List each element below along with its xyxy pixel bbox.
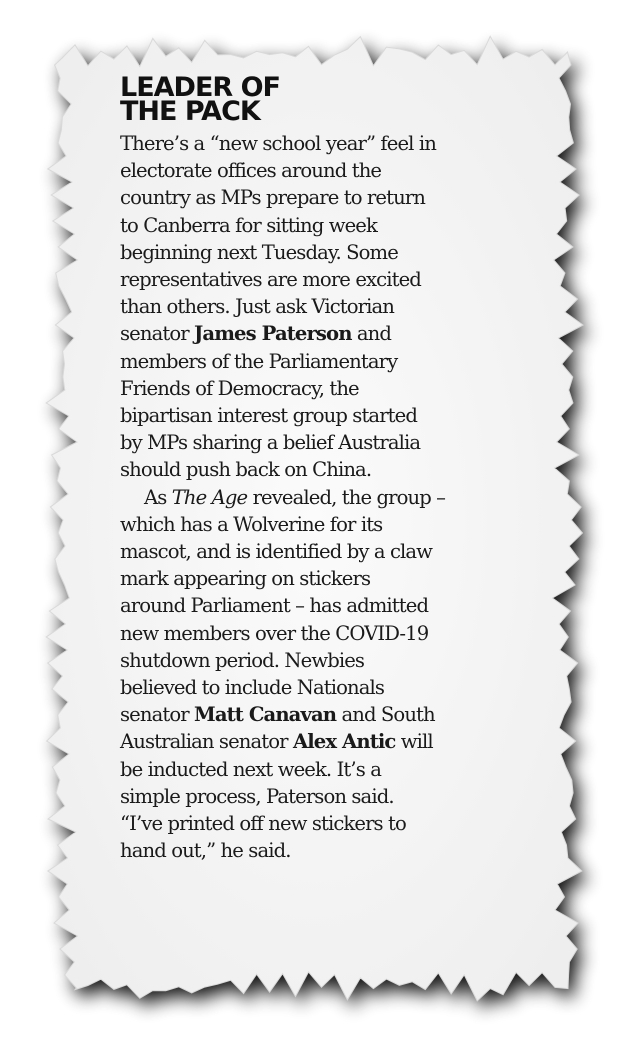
headline-line-1: LEADER OF — [120, 72, 280, 103]
headline-line-2: THE PACK — [120, 96, 260, 127]
paragraph-2-line — [120, 484, 520, 511]
paragraph-1-line: country as MPs prepare to return — [120, 186, 425, 210]
paragraph-2-line: shutdown period. Newbies — [120, 648, 365, 672]
text-run: and — [351, 322, 392, 346]
paragraph-1-line: members of the Parliamentary — [120, 349, 398, 373]
paragraph-2-line: “I’ve printed off new stickers to — [120, 812, 406, 836]
text-run: and South — [336, 703, 435, 727]
text-run: As — [144, 485, 172, 509]
paragraph-1-line: than others. Just ask Victorian — [120, 295, 395, 319]
headline — [120, 72, 520, 127]
text-run: will — [395, 730, 433, 754]
paragraph-1-line: Friends of Democracy, the — [120, 376, 359, 400]
paragraph-1-line: beginning next Tuesday. Some — [120, 240, 398, 264]
person-name-james-paterson: James Paterson — [194, 322, 352, 346]
paragraph-1-line: should push back on China. — [120, 458, 372, 482]
paragraph-2-line: simple process, Paterson said. — [120, 784, 394, 808]
article — [120, 72, 520, 864]
paragraph-1-line — [120, 320, 520, 347]
paragraph-1 — [120, 130, 520, 484]
paragraph-2-line — [120, 701, 520, 728]
person-name-alex-antic: Alex Antic — [292, 730, 396, 754]
paragraph-2-line: be inducted next week. It’s a — [120, 757, 381, 781]
paragraph-1-line: bipartisan interest group started — [120, 404, 417, 428]
text-run: senator — [120, 322, 195, 346]
publication-name: The Age — [171, 485, 248, 509]
paragraph-2-line: mark appearing on stickers — [120, 567, 371, 591]
paragraph-2-line: hand out,” he said. — [120, 839, 291, 863]
paragraph-1-line: representatives are more excited — [120, 268, 421, 292]
text-run: Australian senator — [120, 730, 293, 754]
text-run: revealed, the group – — [247, 485, 446, 509]
paragraph-1-line: There’s a “new school year” feel in — [120, 132, 436, 155]
text-run: senator — [120, 703, 195, 727]
paragraph-2-line: new members over the COVID-19 — [120, 621, 429, 645]
paragraph-2-line: which has a Wolverine for its — [120, 512, 383, 536]
paragraph-2-line: around Parliament – has admitted — [120, 594, 429, 618]
paragraph-1-line: electorate offices around the — [120, 159, 382, 183]
person-name-matt-canavan: Matt Canavan — [194, 703, 337, 727]
paragraph-2-line: mascot, and is identified by a claw — [120, 540, 433, 564]
paragraph-1-line: to Canberra for sitting week — [120, 213, 377, 237]
paragraph-1-line: by MPs sharing a belief Australia — [120, 431, 421, 455]
paragraph-2-line: believed to include Nationals — [120, 676, 384, 700]
paragraph-2-line — [120, 728, 520, 755]
paragraph-2 — [120, 484, 520, 865]
